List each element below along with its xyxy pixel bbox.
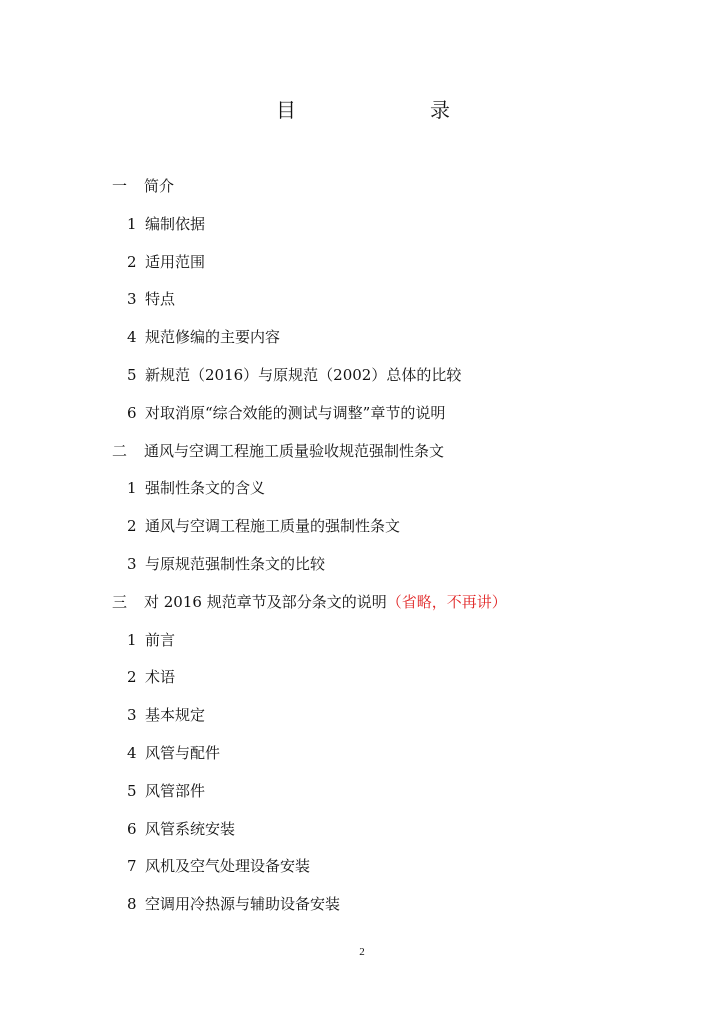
- toc-section-title: [144, 584, 507, 622]
- toc-item-title: 前言: [145, 630, 176, 649]
- toc-item-number: 5: [127, 365, 137, 384]
- toc-item-number: 3: [127, 554, 137, 573]
- toc-item-title: 强制性条文的含义: [145, 479, 266, 498]
- toc-section-2: [0, 433, 724, 471]
- toc-item-number: 2: [127, 668, 137, 687]
- toc-item-title: 风管系统安装: [145, 819, 236, 838]
- toc-item-number: 6: [127, 403, 137, 422]
- toc-item-title: 与原规范强制性条文的比较: [145, 554, 326, 573]
- toc-item-title: 规范修编的主要内容: [145, 328, 281, 347]
- toc-item-number: 1: [127, 214, 137, 233]
- toc-item-title: 适用范围: [145, 252, 206, 271]
- toc-section-3: [0, 584, 724, 622]
- toc-item-title: 特点: [145, 290, 176, 309]
- toc-item: [0, 508, 724, 546]
- toc-item-number: 5: [127, 781, 137, 800]
- toc-item: [0, 319, 724, 357]
- toc-item-number: 6: [127, 819, 137, 838]
- toc-section-title: 简介: [144, 177, 175, 195]
- toc-item-number: 8: [127, 895, 137, 914]
- toc-item: [0, 697, 724, 735]
- toc-section-title-text: 对 2016 规范章节及部分条文的说明: [144, 592, 387, 611]
- toc-item-title: 通风与空调工程施工质量的强制性条文: [145, 517, 401, 536]
- toc-item: [0, 773, 724, 811]
- page-title: [0, 94, 724, 122]
- toc-item: [0, 281, 724, 319]
- toc-item-number: 1: [127, 630, 137, 649]
- toc-item-title: 基本规定: [145, 706, 206, 725]
- toc-section-note: （省略，不再讲）: [386, 592, 507, 611]
- toc-section-1: [0, 168, 724, 206]
- toc-section-number: 二: [112, 441, 128, 460]
- toc-item: [0, 848, 724, 886]
- toc-item: [0, 244, 724, 282]
- toc-item: [0, 546, 724, 584]
- toc-item-number: 2: [127, 252, 137, 271]
- toc-item-title: 风管部件: [145, 781, 206, 800]
- toc-item-title: 编制依据: [145, 214, 206, 233]
- table-of-contents: [0, 168, 724, 924]
- toc-item-title: 风管与配件: [145, 743, 221, 762]
- toc-item-title: 对取消原“综合效能的测试与调整”章节的说明: [145, 403, 446, 422]
- toc-item-number: 2: [127, 517, 137, 536]
- toc-section-number: 一: [112, 177, 128, 195]
- toc-item: [0, 811, 724, 849]
- toc-section-number: 三: [112, 592, 128, 611]
- toc-item: [0, 357, 724, 395]
- toc-item-number: 1: [127, 479, 137, 498]
- toc-item-number: 7: [127, 857, 137, 876]
- page-number: 2: [359, 946, 365, 958]
- toc-item: [0, 735, 724, 773]
- toc-item: [0, 886, 724, 924]
- title-char-2: 录: [430, 98, 450, 122]
- toc-item-title: 空调用冷热源与辅助设备安装: [145, 895, 341, 914]
- toc-item-title: 风机及空气处理设备安装: [145, 857, 311, 876]
- toc-item: [0, 206, 724, 244]
- toc-item: [0, 470, 724, 508]
- toc-item-title: 新规范（2016）与原规范（2002）总体的比较: [145, 365, 462, 384]
- toc-item: [0, 622, 724, 660]
- toc-item-title: 术语: [145, 668, 176, 687]
- title-char-1: 目: [276, 98, 296, 122]
- toc-item: [0, 395, 724, 433]
- toc-item-number: 3: [127, 706, 137, 725]
- toc-item-number: 3: [127, 290, 137, 309]
- toc-item-number: 4: [127, 328, 137, 347]
- toc-section-title: 通风与空调工程施工质量验收规范强制性条文: [144, 441, 445, 460]
- toc-item-number: 4: [127, 743, 137, 762]
- toc-item: [0, 659, 724, 697]
